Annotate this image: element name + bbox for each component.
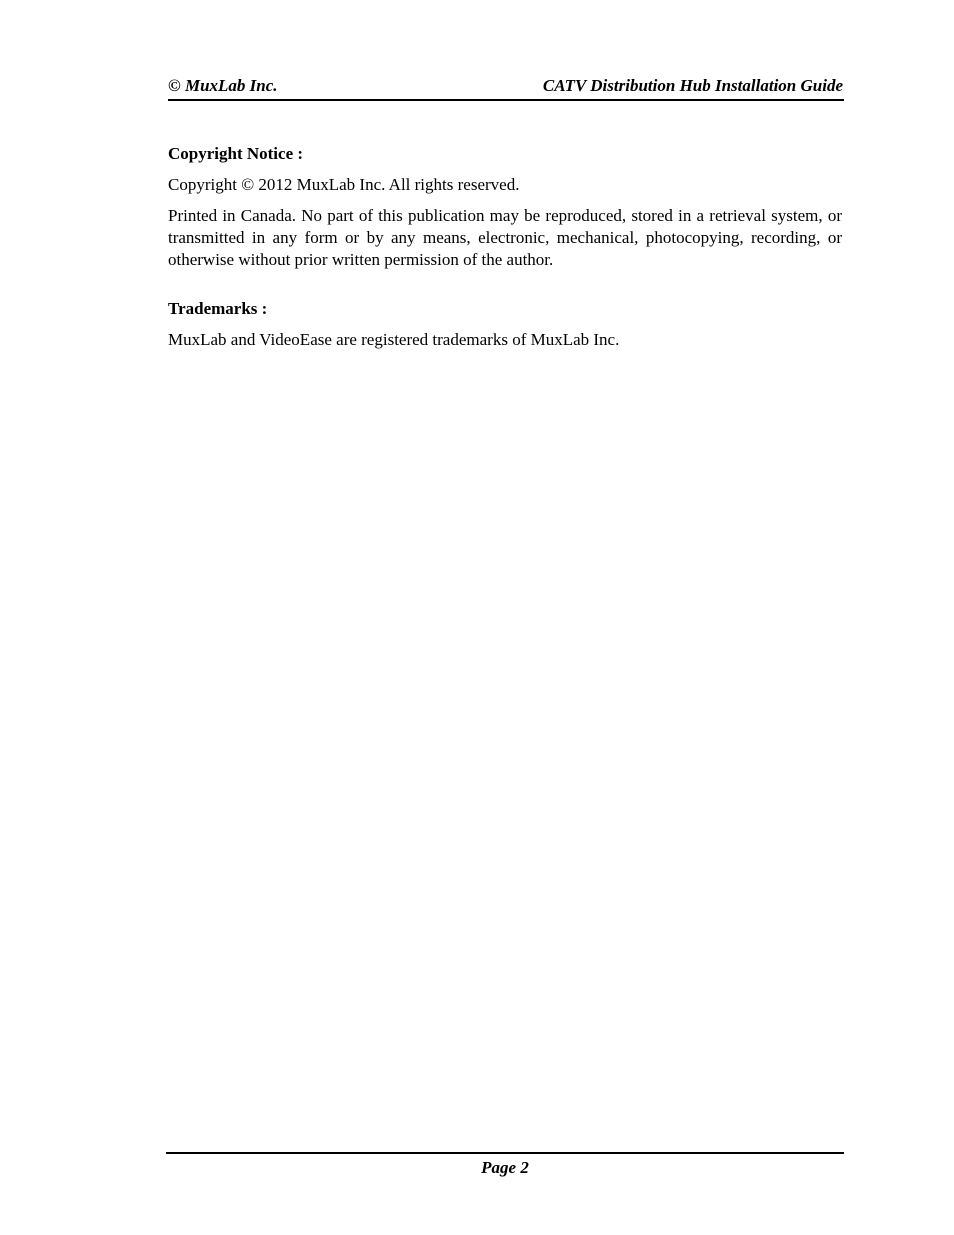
page-header bbox=[168, 75, 844, 101]
copyright-reproduction-notice: Printed in Canada. No part of this publication may be reproduced, stored in a retrieval system, or transmitted in any form or by any means, electronic, mechanical, photocopying, recording, or otherwise without prior written permission of the author. bbox=[168, 206, 842, 269]
header-company: © MuxLab Inc. bbox=[168, 76, 278, 95]
header-document-title: CATV Distribution Hub Installation Guide bbox=[542, 76, 843, 95]
trademarks-heading: Trademarks : bbox=[168, 299, 268, 318]
page-footer bbox=[166, 1152, 844, 1178]
page-number: Page 2 bbox=[481, 1158, 529, 1177]
section-spacer bbox=[168, 280, 842, 298]
copyright-heading: Copyright Notice : bbox=[168, 144, 304, 163]
copyright-statement: Copyright © 2012 MuxLab Inc. All rights reserved. bbox=[168, 175, 520, 194]
page-content bbox=[168, 143, 842, 360]
trademarks-statement: MuxLab and VideoEase are registered trademarks of MuxLab Inc. bbox=[168, 330, 620, 349]
